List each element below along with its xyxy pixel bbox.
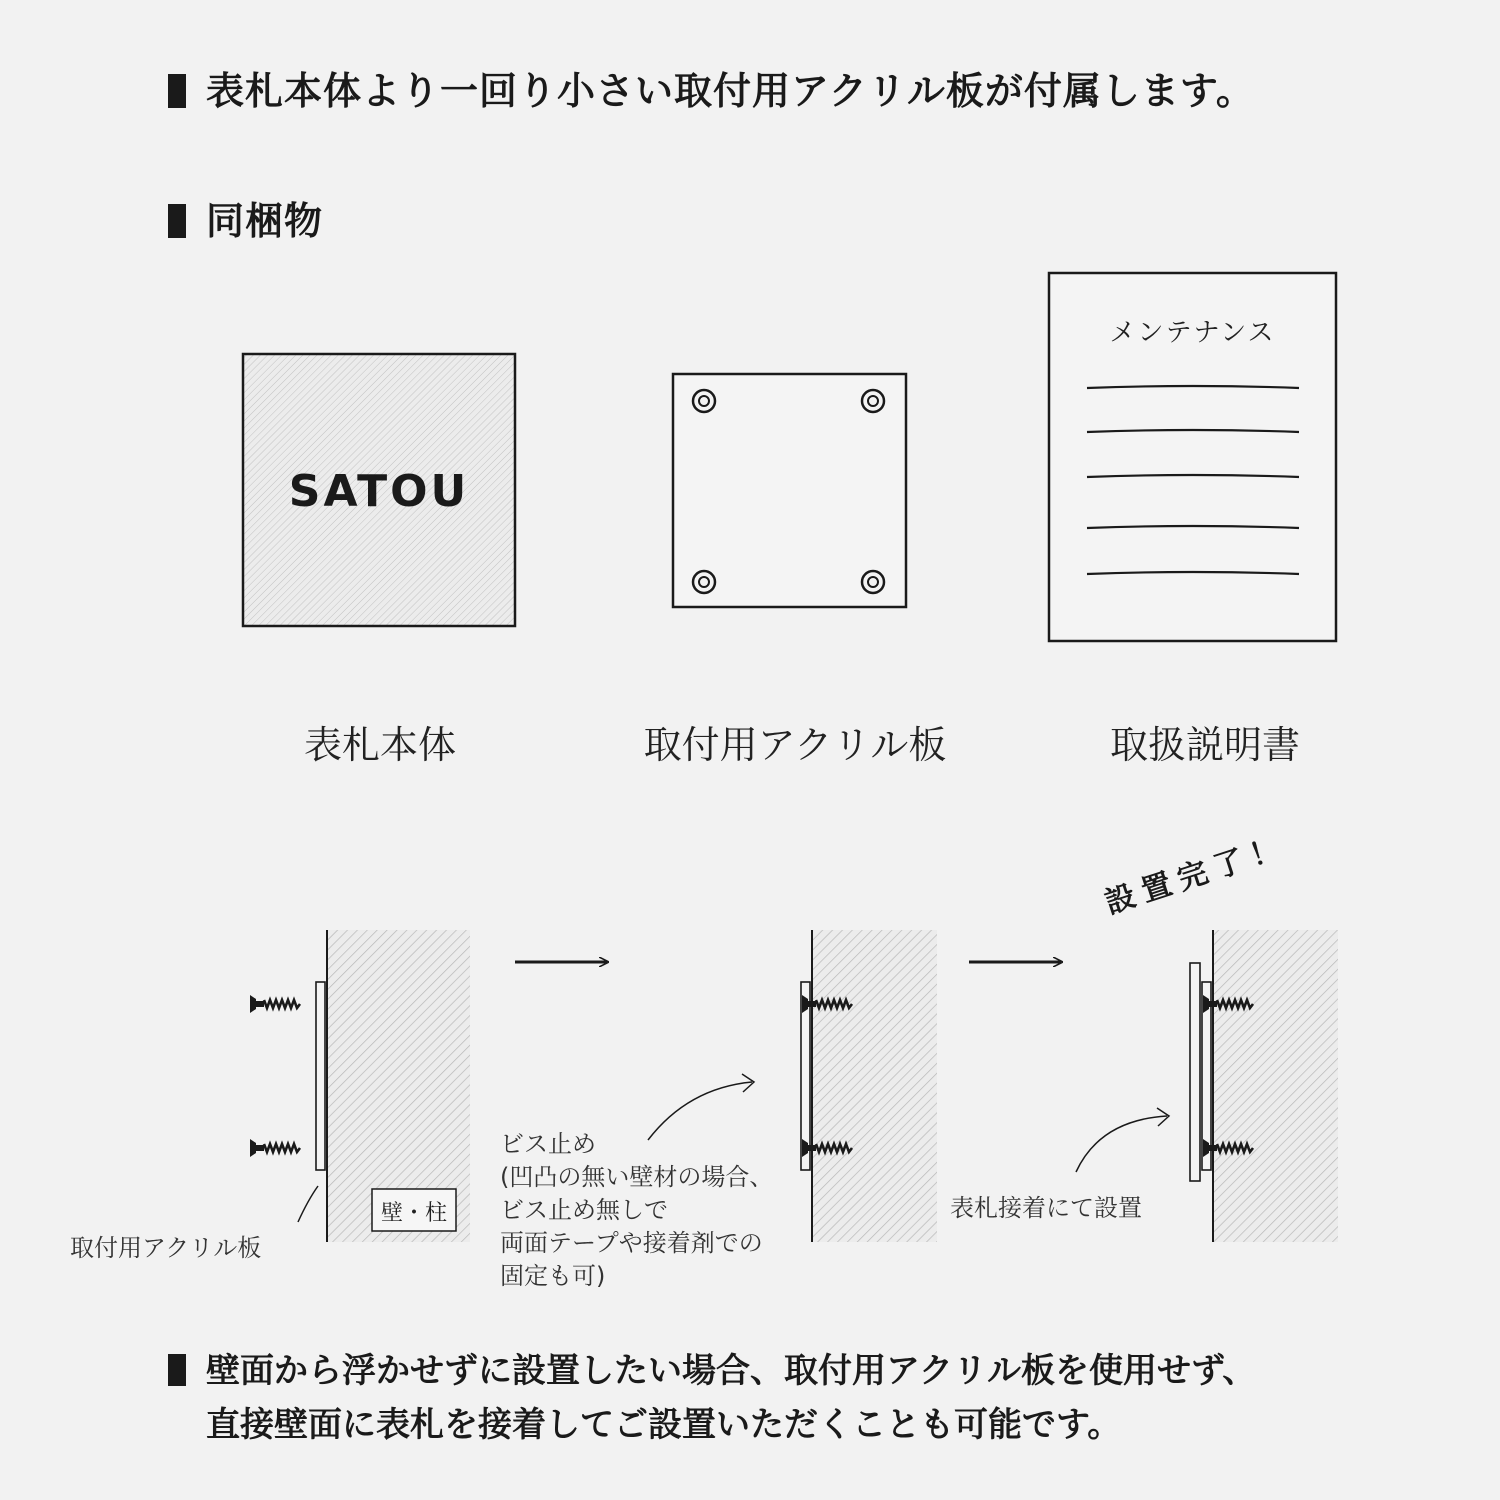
- screw-note-line: (凹凸の無い壁材の場合、: [500, 1163, 774, 1191]
- screw-note-line: ビス止め無しで: [500, 1196, 668, 1224]
- caption-manual: 取扱説明書: [1109, 723, 1300, 767]
- screw-note-line: ビス止め: [500, 1130, 596, 1158]
- adhesive-note: 表札接着にて設置: [950, 1194, 1142, 1222]
- wall-label: 壁・柱: [380, 1201, 447, 1226]
- caption-acrylic-plate: 取付用アクリル板: [643, 723, 947, 767]
- screw-icon: [250, 1139, 300, 1157]
- manual-title: メンテナンス: [1109, 318, 1276, 348]
- acrylic-plate-illustration: [673, 374, 906, 607]
- screw-note-line: 固定も可): [500, 1262, 606, 1290]
- caption-sign-body: 表札本体: [303, 723, 456, 767]
- screw-note: [500, 1128, 773, 1293]
- contents-heading-text: 同梱物: [206, 199, 324, 243]
- sign-name-text: SATOU: [288, 466, 470, 517]
- footer-note: [168, 1344, 1256, 1452]
- screw-note-line: 両面テープや接着剤での: [500, 1229, 763, 1257]
- heading-bullet: [168, 1354, 186, 1386]
- acrylic-plate-label: 取付用アクリル板: [70, 1234, 262, 1262]
- install-complete-text: 設置完了！: [1100, 829, 1293, 922]
- screw-icon: [250, 995, 300, 1013]
- intro-heading-text: 表札本体より一回り小さい取付用アクリル板が付属します。: [206, 69, 1255, 113]
- footer-line-2: 直接壁面に表札を接着してご設置いただくことも可能です。: [206, 1405, 1122, 1445]
- footer-line-1: 壁面から浮かせずに設置したい場合、取付用アクリル板を使用せず、: [206, 1351, 1257, 1391]
